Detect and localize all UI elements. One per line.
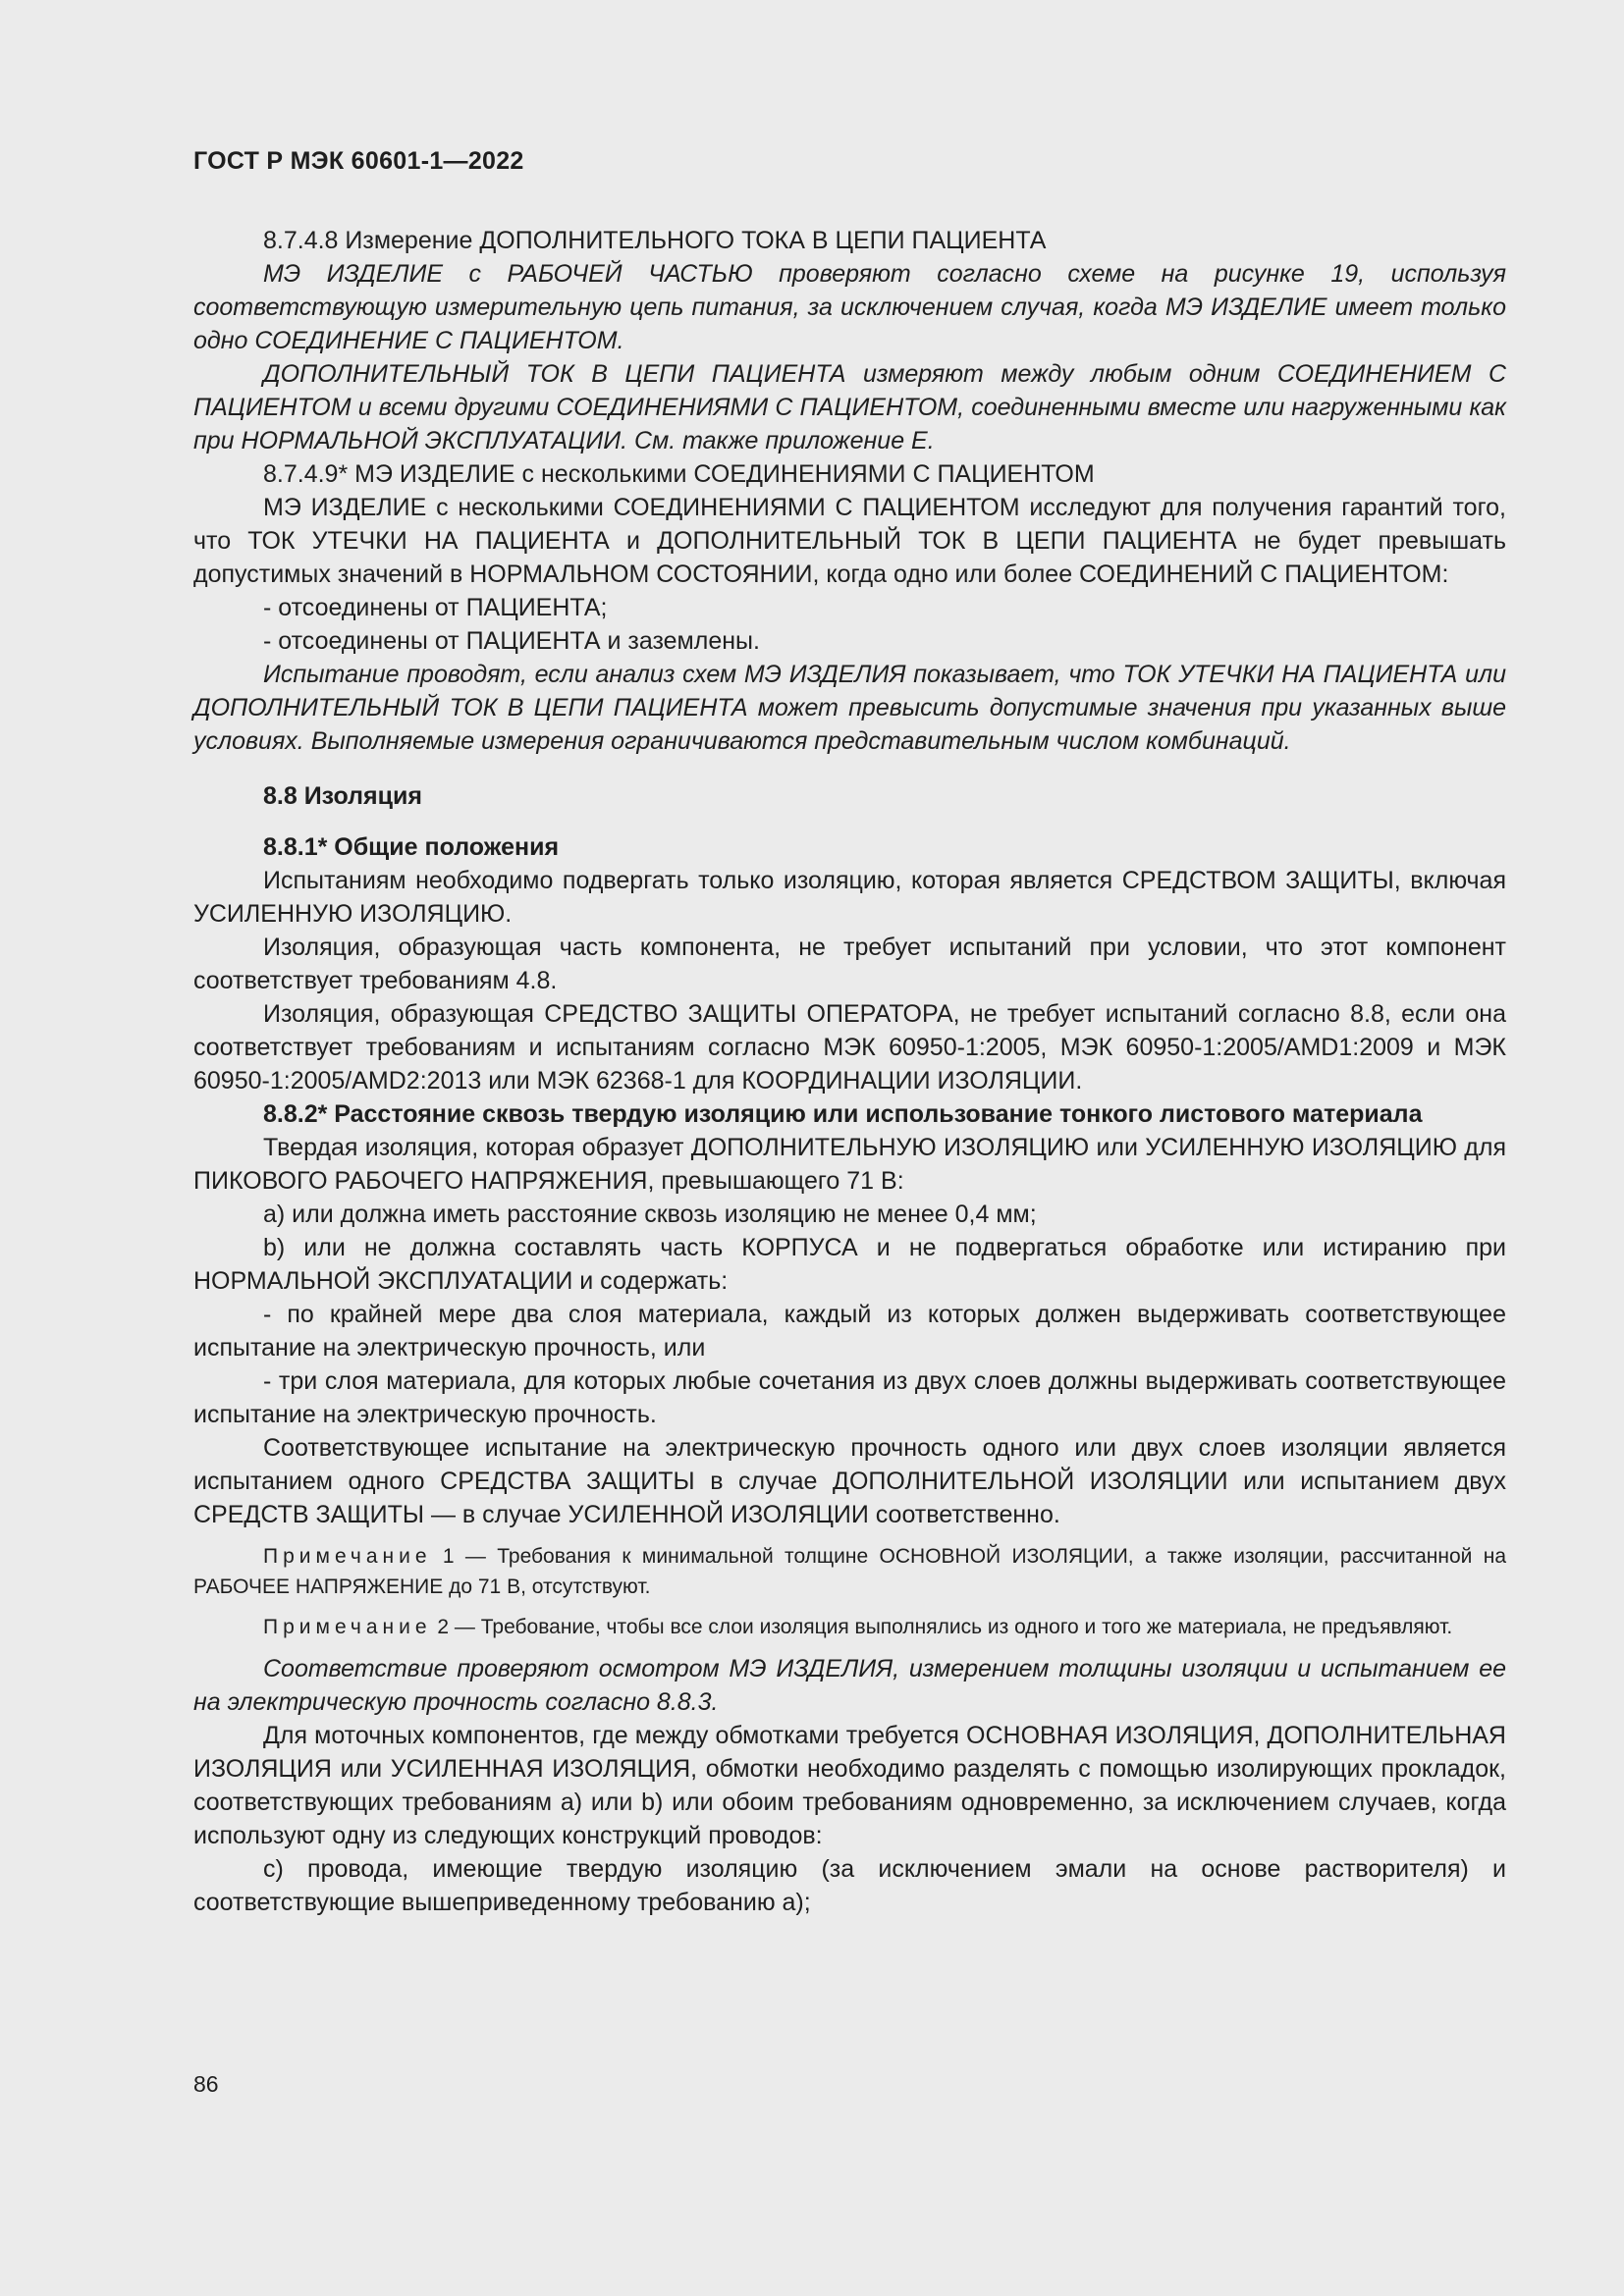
paragraph: МЭ ИЗДЕЛИЕ с несколькими СОЕДИНЕНИЯМИ С ПАЦИЕНТОМ исследуют для получения гарантий того, что ТОК УТЕЧКИ НА ПАЦИЕНТА и ДОПОЛНИТЕЛЬНЫЙ ТОК В ЦЕПИ ПАЦИЕНТА не будет превышать допустимых значений в НОРМАЛЬНОМ СОСТОЯНИИ, когда одно или более СОЕДИНЕНИЙ С ПАЦИЕНТОМ:: [193, 494, 1506, 588]
paragraph: Испытание проводят, если анализ схем МЭ ИЗДЕЛИЯ показывает, что ТОК УТЕЧКИ НА ПАЦИЕНТА или ДОПОЛНИТЕЛЬНЫЙ ТОК В ЦЕПИ ПАЦИЕНТА может превысить допустимые значения при указанных выше условиях. Выполняемые измерения ограничиваются представительным числом комбинаций.: [193, 661, 1506, 755]
note-label: Примечание: [263, 1616, 432, 1638]
section-heading-8-8: 8.8 Изоляция: [263, 782, 422, 810]
list-item: a) или должна иметь расстояние сквозь изоляцию не менее 0,4 мм;: [263, 1201, 1037, 1228]
note-1: [193, 1541, 1506, 1602]
note-label: Примечание: [263, 1545, 432, 1568]
note-text: 2 — Требование, чтобы все слои изоляция выполнялись из одного и того же материала, не предъявляют.: [431, 1616, 1453, 1638]
list-item: b) или не должна составлять часть КОРПУСА и не подвергаться обработке или истиранию при НОРМАЛЬНОЙ ЭКСПЛУАТАЦИИ и содержать:: [193, 1234, 1506, 1295]
list-item: c) провода, имеющие твердую изоляцию (за исключением эмали на основе растворителя) и соответствующие вышеприведенному требованию a);: [193, 1855, 1506, 1916]
paragraph: Испытаниям необходимо подвергать только изоляцию, которая является СРЕДСТВОМ ЗАЩИТЫ, включая УСИЛЕННУЮ ИЗОЛЯЦИЮ.: [193, 867, 1506, 928]
paragraph: Изоляция, образующая часть компонента, не требует испытаний при условии, что этот компонент соответствует требованиям 4.8.: [193, 934, 1506, 994]
section-heading-8-8-2: 8.8.2* Расстояние сквозь твердую изоляцию или использование тонкого листового материала: [263, 1100, 1423, 1128]
note-2: [193, 1612, 1506, 1642]
page-number: 86: [193, 2071, 219, 2097]
note-text: 1 — Требования к минимальной толщине ОСНОВНОЙ ИЗОЛЯЦИИ, а также изоляции, рассчитанной на РАБОЧЕЕ НАПРЯЖЕНИЕ до 71 В, отсутствуют.: [193, 1545, 1506, 1598]
list-item: - по крайней мере два слоя материала, каждый из которых должен выдерживать соответствующее испытание на электрическую прочность, или: [193, 1301, 1506, 1362]
list-item: - отсоединены от ПАЦИЕНТА и заземлены.: [263, 627, 760, 655]
paragraph: Соответствие проверяют осмотром МЭ ИЗДЕЛИЯ, измерением толщины изоляции и испытанием ее на электрическую прочность согласно 8.8.3.: [193, 1655, 1506, 1716]
document-header: ГОСТ Р МЭК 60601-1—2022: [193, 147, 524, 175]
paragraph: МЭ ИЗДЕЛИЕ с РАБОЧЕЙ ЧАСТЬЮ проверяют согласно схеме на рисунке 19, используя соответствующую измерительную цепь питания, за исключением случая, когда МЭ ИЗДЕЛИЕ имеет только одно СОЕДИНЕНИЕ С ПАЦИЕНТОМ.: [193, 260, 1506, 354]
list-item: - три слоя материала, для которых любые сочетания из двух слоев должны выдерживать соответствующее испытание на электрическую прочность.: [193, 1367, 1506, 1428]
paragraph: Соответствующее испытание на электрическую прочность одного или двух слоев изоляции является испытанием одного СРЕДСТВА ЗАЩИТЫ в случае ДОПОЛНИТЕЛЬНОЙ ИЗОЛЯЦИИ или испытанием двух СРЕДСТВ ЗАЩИТЫ — в случае УСИЛЕННОЙ ИЗОЛЯЦИИ соответственно.: [193, 1434, 1506, 1528]
paragraph: Изоляция, образующая СРЕДСТВО ЗАЩИТЫ ОПЕРАТОРА, не требует испытаний согласно 8.8, если она соответствует требованиям и испытаниям согласно МЭК 60950-1:2005, МЭК 60950-1:2005/AMD1:2009 и МЭК 60950-1:2005/AMD2:2013 или МЭК 62368-1 для КООРДИНАЦИИ ИЗОЛЯЦИИ.: [193, 1000, 1506, 1095]
paragraph: ДОПОЛНИТЕЛЬНЫЙ ТОК В ЦЕПИ ПАЦИЕНТА измеряют между любым одним СОЕДИНЕНИЕМ С ПАЦИЕНТОМ и всеми другими СОЕДИНЕНИЯМИ С ПАЦИЕНТОМ, соединенными вместе или нагруженными как при НОРМАЛЬНОЙ ЭКСПЛУАТАЦИИ. См. также приложение Е.: [193, 360, 1506, 454]
document-body: [193, 224, 1506, 1919]
paragraph: Твердая изоляция, которая образует ДОПОЛНИТЕЛЬНУЮ ИЗОЛЯЦИЮ или УСИЛЕННУЮ ИЗОЛЯЦИЮ для ПИКОВОГО РАБОЧЕГО НАПРЯЖЕНИЯ, превышающего 71 В:: [193, 1134, 1506, 1195]
section-heading-8-8-1: 8.8.1* Общие положения: [263, 833, 560, 861]
paragraph: Для моточных компонентов, где между обмотками требуется ОСНОВНАЯ ИЗОЛЯЦИЯ, ДОПОЛНИТЕЛЬНАЯ ИЗОЛЯЦИЯ или УСИЛЕННАЯ ИЗОЛЯЦИЯ, обмотки необходимо разделять с помощью изолирующих прокладок, соответствующих требованиям a) или b) или обоим требованиям одновременно, за исключением случаев, когда используют одну из следующих конструкций проводов:: [193, 1722, 1506, 1849]
clause-8-7-4-9-title: 8.7.4.9* МЭ ИЗДЕЛИЕ с несколькими СОЕДИНЕНИЯМИ С ПАЦИЕНТОМ: [263, 460, 1095, 488]
list-item: - отсоединены от ПАЦИЕНТА;: [263, 594, 608, 621]
clause-8-7-4-8-title: 8.7.4.8 Измерение ДОПОЛНИТЕЛЬНОГО ТОКА В ЦЕПИ ПАЦИЕНТА: [263, 227, 1047, 254]
